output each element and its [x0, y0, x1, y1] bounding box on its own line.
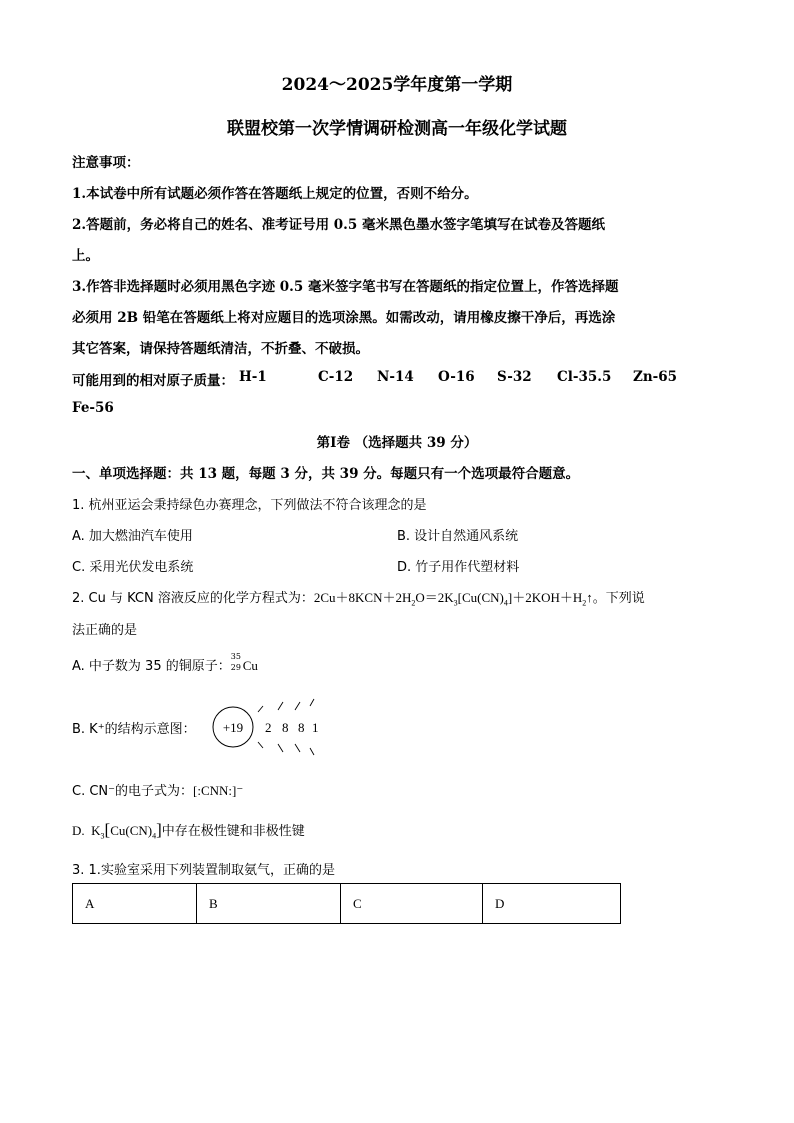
exam-title-line2: 联盟校第一次学情调研检测高一年级化学试题: [227, 119, 567, 139]
atomic-number: 29: [230, 663, 241, 672]
notice-item-3b: 必须用 2B 铅笔在答题纸上将对应题目的选项涂黑。如需改动，请用橡皮擦干净后，再选涂: [72, 310, 616, 326]
notice-item-3a: 3.作答非选择题时必须用黑色字迹 0.5 毫米签字笔书写在答题纸的指定位置上，作答选择题: [72, 279, 619, 295]
notice-item-2b: 上。: [72, 248, 99, 264]
nucleus-charge: +19: [222, 720, 244, 735]
q2-option-c: [72, 780, 243, 799]
table-row: [73, 884, 621, 924]
element-symbol: Cu: [242, 658, 258, 673]
k-ion-structure-diagram: [208, 698, 328, 756]
atomic-mass-fe: Fe-56: [72, 400, 114, 416]
atomic-mass-n: N-14: [377, 369, 414, 385]
q2-stem-suffix: 。下列说: [592, 591, 645, 606]
q1-option-c: C. 采用光伏发电系统: [72, 560, 194, 575]
q2-option-a-text: A. 中子数为 35 的铜原子：: [72, 659, 231, 674]
shell-4-electrons: 1: [312, 720, 319, 735]
atomic-mass-c: C-12: [318, 369, 354, 385]
q1-option-b: B. 设计自然通风系统: [397, 529, 519, 544]
q3-stem: 3. 1.实验室采用下列装置制取氨气，正确的是: [72, 863, 335, 878]
q2-option-b-text: B. K⁺的结构示意图：: [72, 722, 196, 737]
mass-number: 35: [230, 652, 241, 661]
notice-item-1: 1.本试卷中所有试题必须作答在答题纸上规定的位置，否则不给分。: [72, 186, 478, 202]
notice-item-3c: 其它答案，请保持答题纸清洁，不折叠、不破损。: [72, 341, 369, 357]
q2-equation: $2Cu+8KCN+2H_2O=2K_3[Cu(CN)_4]+2KOH+H_2↑$: [313, 590, 593, 608]
section-title: 第Ⅰ卷 （选择题共 39 分）: [316, 435, 478, 451]
q1-option-a: A. 加大燃油汽车使用: [72, 529, 193, 544]
atomic-mass-h: H-1: [239, 369, 267, 385]
q3-option-c-cell: C: [341, 884, 483, 924]
atomic-mass-label: 可能用到的相对原子质量：: [72, 373, 234, 389]
section-heading: 一、单项选择题：共 13 题，每题 3 分，共 39 分。每题只有一个选项最符合题意。: [72, 466, 580, 482]
q2-option-d-text: 中存在极性键和非极性键: [161, 824, 305, 839]
isotope-notation: [230, 652, 243, 672]
q2-stem-line1: [72, 587, 645, 608]
q2-stem-line2: 法正确的是: [72, 623, 138, 638]
q2-option-d: [72, 820, 305, 841]
q3-option-d-cell: D: [483, 884, 621, 924]
shell-2-electrons: 8: [282, 720, 289, 735]
shell-1-electrons: 2: [265, 720, 272, 735]
notice-item-2a: 2.答题前，务必将自己的姓名、准考证号用 0.5 毫米黑色墨水签字笔填写在试卷及答题纸: [72, 217, 605, 233]
q3-options-table: [72, 883, 621, 924]
q2-option-d-formula: D. $K_3[Cu(CN)_4]$: [72, 820, 162, 841]
q1-stem: 1. 杭州亚运会秉持绿色办赛理念，下列做法不符合该理念的是: [72, 498, 427, 513]
shell-3-electrons: 8: [298, 720, 305, 735]
q2-option-a: [72, 652, 258, 674]
cyanide-electron-formula: [:CNN:]⁻: [193, 783, 244, 798]
atomic-mass-zn: Zn-65: [633, 369, 678, 385]
q2-stem-prefix: 2. Cu 与 KCN 溶液反应的化学方程式为：: [72, 591, 314, 606]
q2-option-c-text: C. CN⁻的电子式为：: [72, 784, 194, 799]
q3-option-a-cell: A: [73, 884, 197, 924]
exam-title-line1: 2024～2025学年度第一学期: [281, 75, 513, 95]
q3-option-b-cell: B: [197, 884, 341, 924]
atomic-mass-s: S-32: [497, 369, 532, 385]
atomic-mass-o: O-16: [438, 369, 475, 385]
atomic-mass-cl: Cl-35.5: [557, 369, 612, 385]
q1-option-d: D. 竹子用作代塑材料: [397, 560, 520, 575]
notice-heading: 注意事项：: [72, 155, 140, 171]
